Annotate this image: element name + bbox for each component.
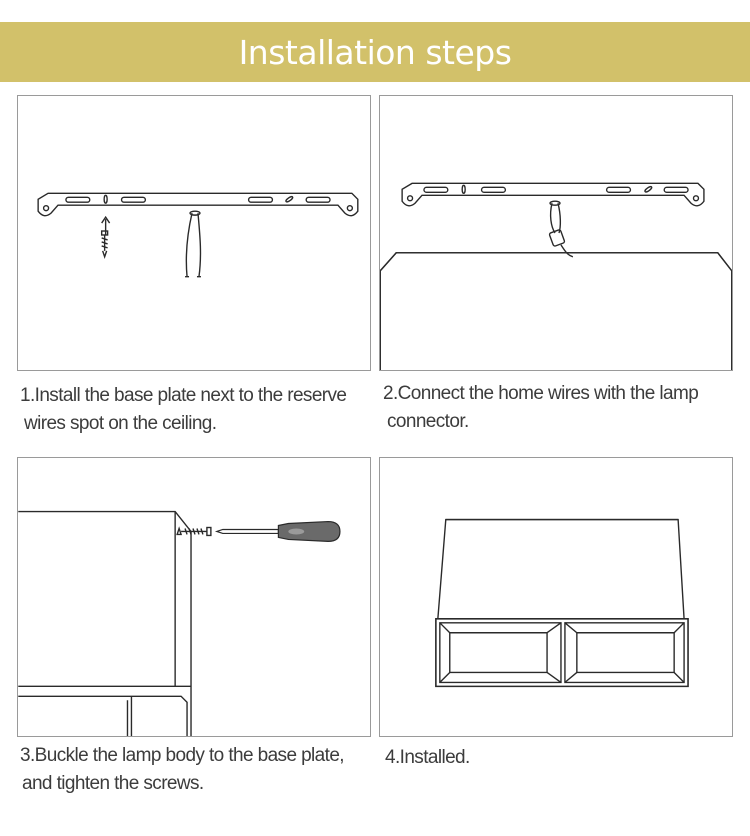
- title-banner: [0, 22, 750, 82]
- plate-hole-left: [44, 206, 49, 211]
- step-4-illustration: [379, 457, 733, 737]
- step-2-illustration: [379, 95, 733, 371]
- lamp-connector: [549, 201, 573, 257]
- step-1-caption: 1.Install the base plate next to the reserve wires spot on the ceiling.: [20, 385, 347, 434]
- reserve-wires: [185, 211, 201, 277]
- plate-hole-right: [347, 206, 352, 211]
- step-3-caption: 3.Buckle the lamp body to the base plate, and tighten the screws.: [20, 745, 344, 794]
- step-4-drawing: [380, 458, 732, 736]
- plate-slot: [249, 197, 273, 202]
- step-3-drawing: [18, 458, 370, 736]
- plate-keyhole: [285, 196, 293, 203]
- step-4-caption: 4.Installed.: [385, 747, 470, 768]
- lamp-body: [18, 512, 191, 736]
- step-3-illustration: [17, 457, 371, 737]
- screw: [177, 528, 211, 536]
- screwdriver: [217, 522, 340, 542]
- step-1-illustration: [17, 95, 371, 371]
- step-2-drawing: [380, 96, 732, 370]
- up-arrow: [102, 217, 110, 235]
- installed-lamp: [436, 520, 688, 687]
- plate-slot: [66, 197, 90, 202]
- plate-keyhole: [104, 195, 107, 203]
- page-title: Installation steps: [238, 32, 512, 72]
- screw: [102, 231, 108, 257]
- base-plate: [402, 183, 704, 205]
- plate-slot: [122, 197, 146, 202]
- step-2-caption: 2.Connect the home wires with the lamp connector.: [383, 383, 699, 432]
- step-1-drawing: [18, 96, 370, 370]
- plate-slot: [306, 197, 330, 202]
